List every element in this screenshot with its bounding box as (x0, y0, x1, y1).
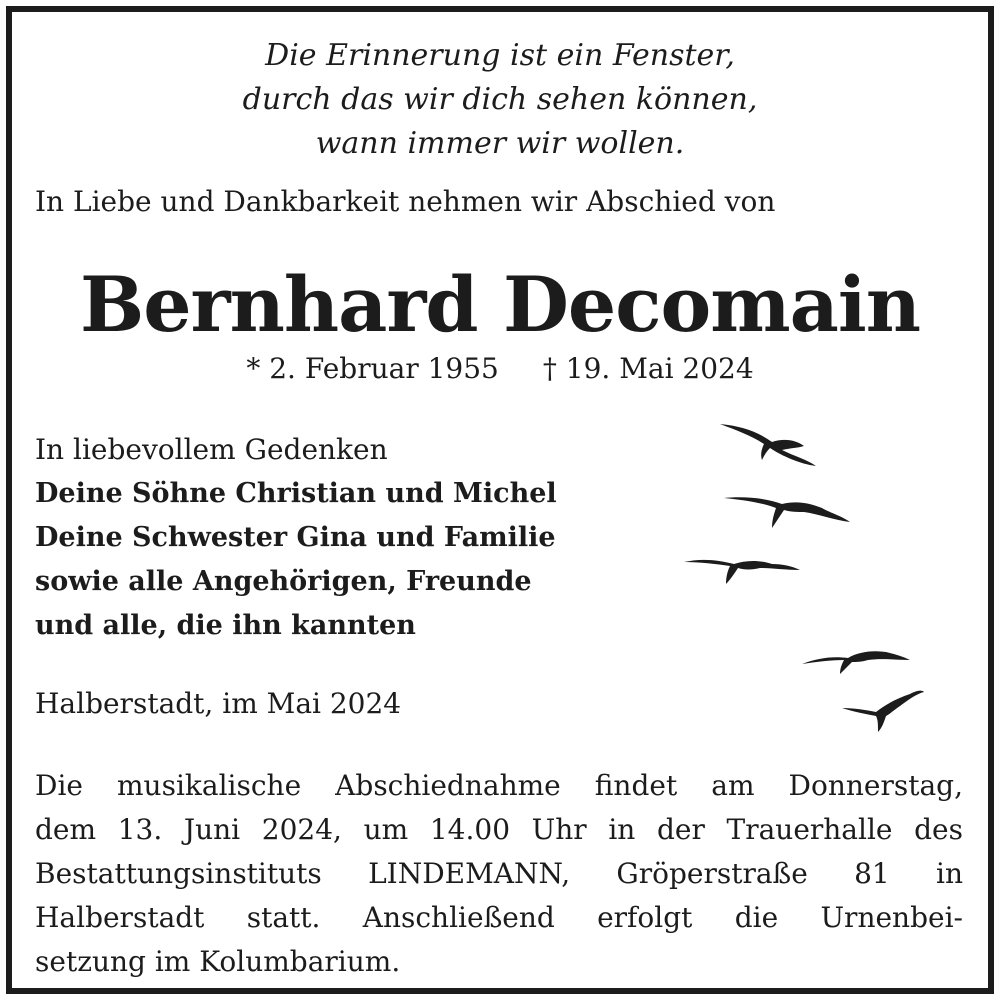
mourners-block (35, 428, 557, 648)
life-dates (12, 348, 988, 390)
notice-line: dem 13. Juni 2024, um 14.00 Uhr in der Trauerhalle des (35, 813, 963, 846)
notice-line: Halberstadt statt. Anschließend erfolgt die Urnenbei- (35, 901, 963, 934)
mourners-heading: In liebevollem Gedenken (35, 433, 388, 466)
death-date: † 19. Mai 2024 (542, 352, 754, 385)
intro-text: In Liebe und Dankbarkeit nehmen wir Abschied von (35, 185, 776, 218)
deceased-name: Bernhard Decomain (79, 260, 921, 349)
funeral-notice (35, 764, 963, 984)
motto-line: Die Erinnerung ist ein Fenster, (265, 38, 735, 73)
bird-icon (724, 497, 850, 528)
mourner-line: sowie alle Angehörigen, Freunde (35, 566, 532, 597)
place-date: Halberstadt, im Mai 2024 (35, 687, 402, 720)
obituary-frame (6, 6, 994, 994)
birth-date: * 2. Februar 1955 (246, 352, 499, 385)
bird-icon (842, 691, 924, 732)
bird-icon (720, 424, 816, 466)
mourner-line: und alle, die ihn kannten (35, 610, 416, 641)
notice-line: Bestattungsinstituts LINDEMANN, Gröperstraße 81 in (35, 857, 963, 890)
bird-icon (802, 651, 910, 674)
bird-icon (684, 560, 800, 584)
mourner-line: Deine Söhne Christian und Michel (35, 478, 557, 509)
notice-line: setzung im Kolumbarium. (35, 945, 401, 978)
motto-quote (12, 34, 988, 166)
motto-line: durch das wir dich sehen können, (242, 82, 758, 117)
mourner-line: Deine Schwester Gina und Familie (35, 522, 556, 553)
flying-birds-icon (672, 412, 932, 732)
notice-line: Die musikalische Abschiednahme findet am Donnerstag, (35, 769, 963, 802)
motto-line: wann immer wir wollen. (315, 126, 685, 161)
